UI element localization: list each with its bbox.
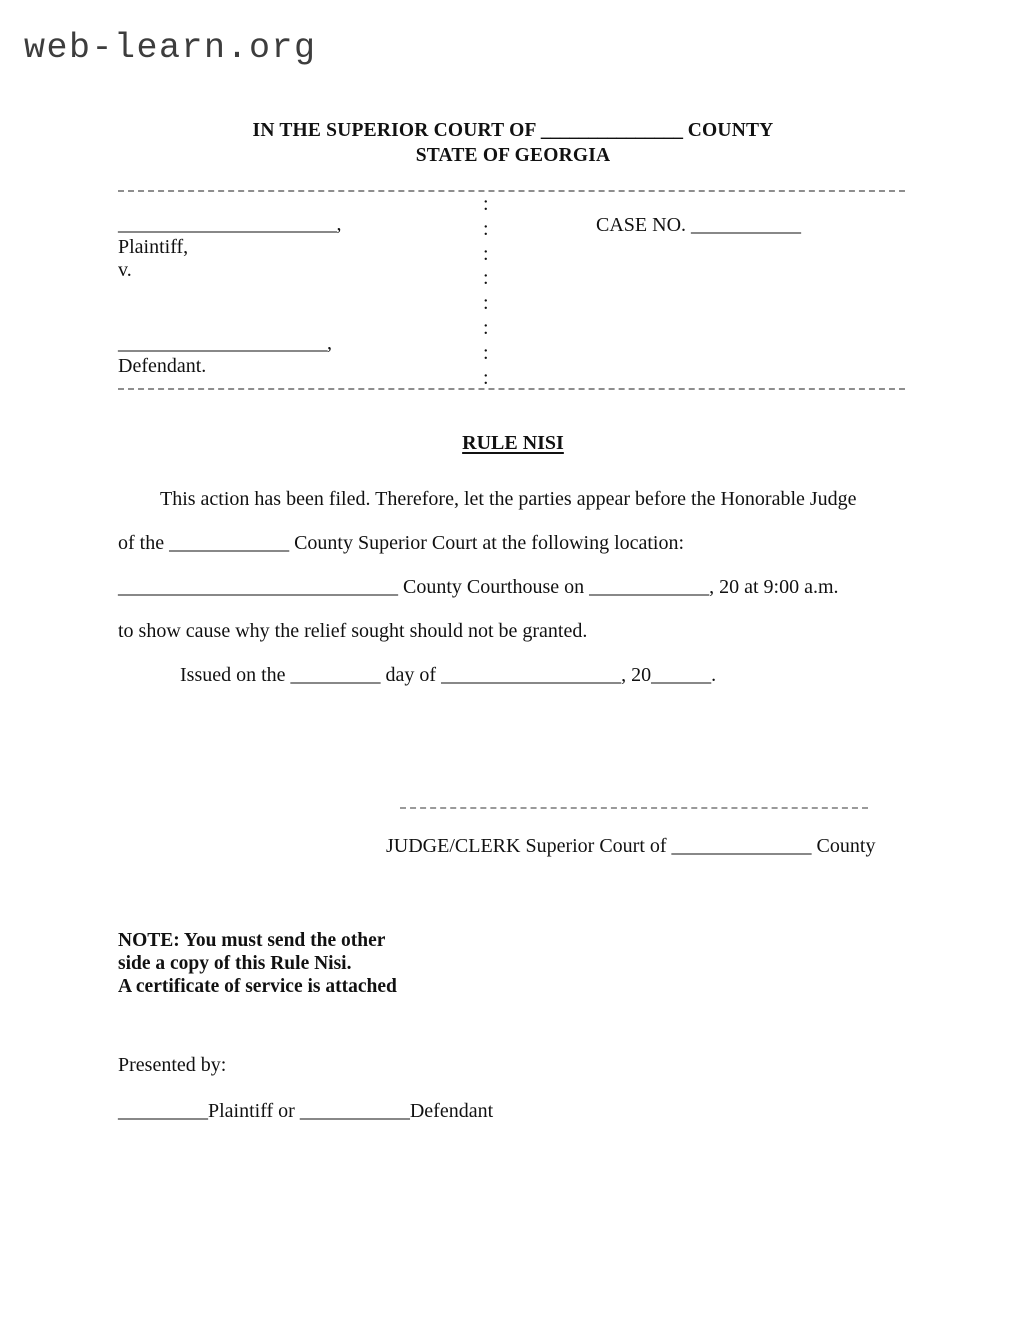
court-title-prefix: IN THE SUPERIOR COURT OF (252, 120, 541, 141)
case-number-label: CASE NO. (596, 214, 692, 236)
court-title-block (118, 118, 908, 168)
signature-block (118, 785, 908, 881)
body-paragraph-2-suffix: County Superior Court at the following location: (289, 532, 685, 554)
case-number-row (596, 214, 801, 237)
issued-year-field[interactable]: ______ (651, 664, 712, 686)
issued-mid-2: , 20 (621, 664, 652, 686)
body-paragraph-3 (118, 565, 908, 609)
note-line-1: NOTE: You must send the other (118, 930, 386, 951)
document-page (118, 0, 908, 1134)
issued-mid: day of (380, 664, 442, 686)
note-block (118, 929, 908, 998)
signature-caption-prefix: JUDGE/CLERK Superior Court of (386, 835, 672, 857)
rule-nisi-title: RULE NISI (462, 432, 564, 454)
caption-colon: : (483, 366, 489, 389)
note-line-2: side a copy of this Rule Nisi. (118, 953, 352, 974)
case-caption-block (118, 192, 908, 388)
courthouse-county-field[interactable]: ____________________________ (118, 576, 398, 598)
signature-line[interactable] (400, 807, 868, 809)
caption-colon: : (483, 316, 489, 339)
court-title-line-2: STATE OF GEORGIA (415, 145, 611, 166)
caption-bottom-rule (118, 388, 905, 390)
body-paragraph-1 (118, 477, 908, 521)
defendant-role-label: Defendant. (118, 355, 207, 377)
issued-day-field[interactable]: _________ (290, 664, 381, 686)
hearing-date-field[interactable]: ____________ (589, 576, 710, 598)
caption-colon: : (483, 217, 489, 240)
presented-by-signature-row (118, 1088, 908, 1134)
caption-parties-column (118, 192, 468, 378)
presented-defendant-label: Defendant (409, 1100, 494, 1122)
plaintiff-name-field[interactable]: _______________________, (118, 213, 341, 235)
issued-on-line (118, 653, 908, 697)
note-line-3: A certificate of service is attached (118, 976, 397, 997)
body-paragraph-1-text: This action has been filed. Therefore, let the parties appear before the Honorable Judge (160, 488, 857, 510)
caption-colon: : (483, 242, 489, 265)
body-paragraph-3-mid: County Courthouse on (398, 576, 590, 598)
document-body (118, 477, 908, 697)
presented-plaintiff-label: Plaintiff or (208, 1100, 300, 1122)
issued-prefix: Issued on the (180, 664, 291, 686)
signature-caption-suffix: County (811, 835, 876, 857)
body-paragraph-2 (118, 521, 908, 565)
caption-colon-column (483, 192, 489, 390)
body-paragraph-4: to show cause why the relief sought should not be granted. (118, 620, 588, 642)
signature-county-field[interactable]: ______________ (671, 835, 812, 857)
body-paragraph-2-prefix: of the (118, 532, 170, 554)
presented-by-label: Presented by: (118, 1054, 227, 1076)
body-paragraph-3-suffix: , 20 at 9:00 a.m. (709, 576, 839, 598)
issued-suffix: . (711, 664, 717, 686)
document-heading (118, 432, 908, 455)
court-title-suffix: COUNTY (682, 120, 774, 141)
case-number-field[interactable]: ___________ (691, 214, 802, 236)
county-blank-field[interactable]: _______________ (540, 120, 683, 141)
court-title-line-1 (118, 118, 908, 143)
presented-by-block (118, 1042, 908, 1134)
judge-county-field[interactable]: ____________ (169, 532, 290, 554)
defendant-name-field[interactable]: ______________________, (118, 332, 332, 354)
signature-caption (386, 835, 875, 858)
caption-colon: : (483, 341, 489, 364)
caption-colon: : (483, 267, 489, 290)
presented-defendant-field[interactable]: ___________ (299, 1100, 410, 1122)
caption-colon: : (483, 193, 489, 215)
plaintiff-role-label: Plaintiff, (118, 236, 189, 258)
presented-plaintiff-field[interactable]: _________ (118, 1100, 208, 1122)
versus-label: v. (118, 259, 132, 281)
issued-month-field[interactable]: __________________ (441, 664, 622, 686)
caption-colon: : (483, 292, 489, 315)
site-watermark: web-learn.org (24, 28, 317, 68)
